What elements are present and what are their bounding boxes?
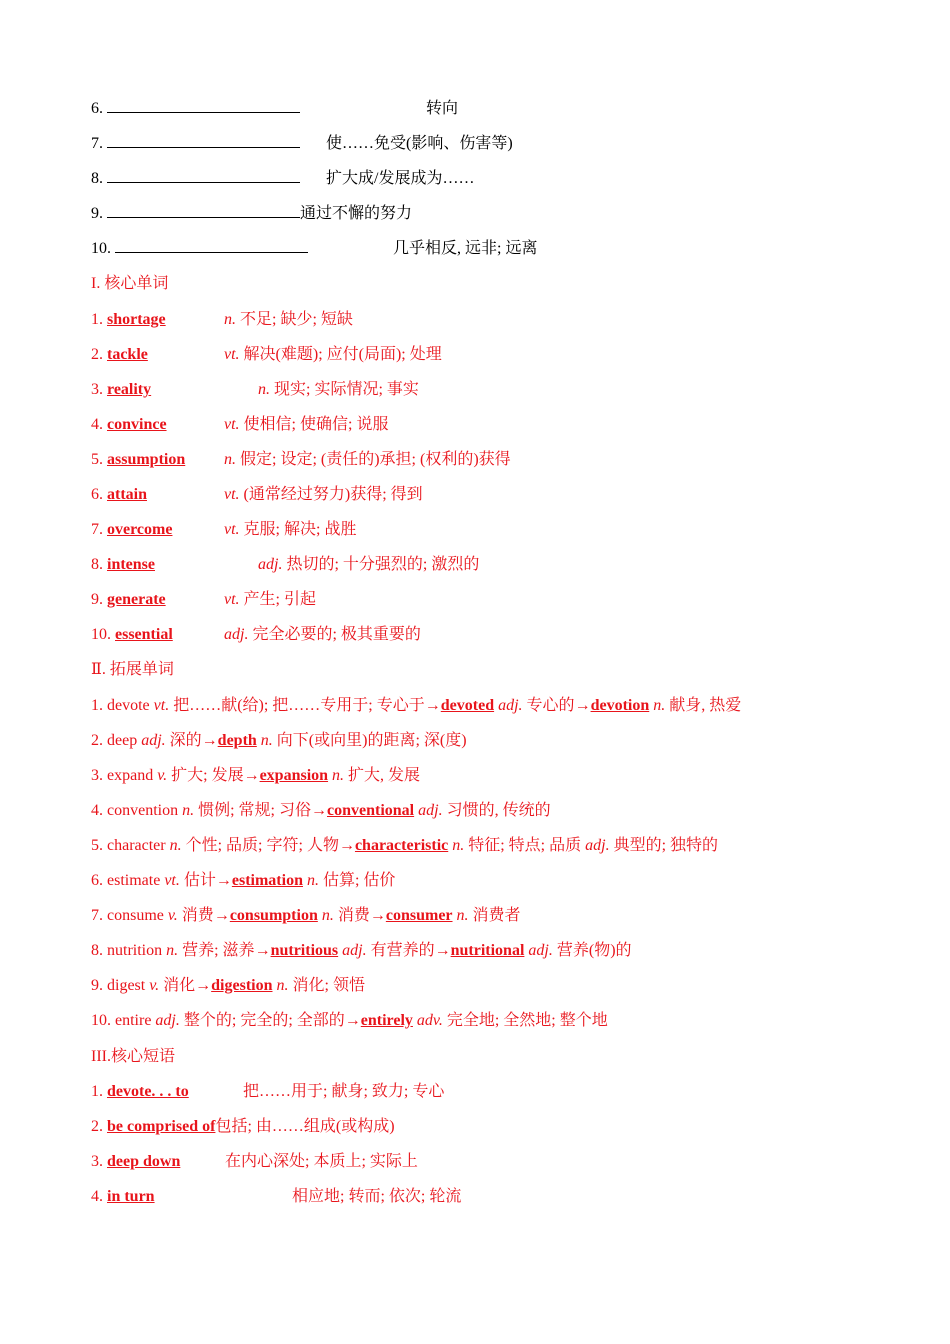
word-meaning: 消费 bbox=[333, 907, 370, 924]
item-number: 1. bbox=[91, 1083, 103, 1100]
answer-word: reality bbox=[107, 381, 152, 398]
word-meaning: 把……献(给); 把……专用于; 专心于 bbox=[169, 697, 425, 714]
answer-word: consumption bbox=[229, 907, 318, 924]
section-heading-core-words: I. 核心单词 bbox=[91, 275, 169, 292]
base-word: convention bbox=[107, 802, 179, 819]
part-of-speech: v. bbox=[149, 977, 160, 994]
phrase-meaning: 在内心深处; 本质上; 实际上 bbox=[225, 1153, 418, 1170]
arrow-icon: → bbox=[311, 802, 327, 819]
answer-phrase: deep down bbox=[107, 1153, 181, 1170]
extended-word-item bbox=[91, 834, 718, 858]
item-number: 3. bbox=[91, 767, 103, 784]
phrase-meaning: 把……用于; 献身; 致力; 专心 bbox=[243, 1083, 445, 1100]
part-of-speech: n. bbox=[332, 767, 345, 784]
answer-word: assumption bbox=[107, 451, 186, 468]
answer-phrase: be comprised of bbox=[107, 1118, 216, 1135]
word-meaning: 热切的; 十分强烈的; 激烈的 bbox=[282, 556, 480, 573]
answer-word: conventional bbox=[327, 802, 415, 819]
extended-word-item bbox=[91, 764, 420, 788]
item-number: 10. bbox=[91, 240, 111, 257]
answer-word: depth bbox=[217, 732, 257, 749]
word-meaning: 假定; 设定; (责任的)承担; (权利的)获得 bbox=[236, 451, 511, 468]
item-number: 9. bbox=[91, 977, 103, 994]
core-word-item bbox=[91, 343, 442, 367]
answer-blank[interactable] bbox=[107, 167, 300, 183]
base-word: nutrition bbox=[107, 942, 163, 959]
part-of-speech: adj. bbox=[224, 626, 249, 643]
item-number: 3. bbox=[91, 381, 103, 398]
section-heading-core-phrases: III.核心短语 bbox=[91, 1048, 175, 1065]
word-meaning: 消化 bbox=[159, 977, 196, 994]
item-meaning: 转向 bbox=[426, 100, 459, 117]
item-meaning: 通过不懈的努力 bbox=[300, 205, 413, 222]
item-number: 9. bbox=[91, 205, 103, 222]
part-of-speech: n. bbox=[456, 907, 469, 924]
item-number: 6. bbox=[91, 486, 103, 503]
part-of-speech: adj. bbox=[498, 697, 523, 714]
answer-blank[interactable] bbox=[115, 237, 308, 253]
answer-blank[interactable] bbox=[107, 97, 300, 113]
extended-word-item bbox=[91, 799, 551, 823]
answer-word: estimation bbox=[231, 872, 303, 889]
arrow-icon: → bbox=[338, 837, 355, 854]
item-meaning: 扩大成/发展成为…… bbox=[326, 170, 475, 187]
word-meaning: 现实; 实际情况; 事实 bbox=[270, 381, 419, 398]
word-meaning: 克服; 解决; 战胜 bbox=[239, 521, 357, 538]
arrow-icon: → bbox=[254, 942, 271, 959]
base-word: expand bbox=[107, 767, 154, 784]
item-number: 8. bbox=[91, 942, 103, 959]
word-meaning: 个性; 品质; 字符; 人物 bbox=[181, 837, 339, 854]
part-of-speech: adj. bbox=[155, 1012, 180, 1029]
word-meaning: 解决(难题); 应付(局面); 处理 bbox=[239, 346, 442, 363]
item-number: 9. bbox=[91, 591, 103, 608]
answer-word: intense bbox=[107, 556, 155, 573]
item-number: 2. bbox=[91, 346, 103, 363]
part-of-speech: v. bbox=[157, 767, 168, 784]
core-phrase-item bbox=[91, 1185, 462, 1209]
word-meaning: 深的 bbox=[165, 732, 202, 749]
part-of-speech: vt. bbox=[153, 697, 170, 714]
item-number: 5. bbox=[91, 837, 103, 854]
answer-word: entirely bbox=[360, 1012, 413, 1029]
word-meaning: 产生; 引起 bbox=[239, 591, 316, 608]
word-meaning: 特征; 特点; 品质 bbox=[464, 837, 586, 854]
answer-blank[interactable] bbox=[107, 202, 300, 218]
word-meaning: 典型的; 独特的 bbox=[609, 837, 719, 854]
extended-word-item bbox=[91, 904, 521, 928]
part-of-speech: n. bbox=[166, 942, 179, 959]
part-of-speech: adj. bbox=[528, 942, 553, 959]
answer-word: devotion bbox=[590, 697, 650, 714]
item-number: 6. bbox=[91, 872, 103, 889]
core-word-item bbox=[91, 378, 419, 402]
part-of-speech: n. bbox=[653, 697, 666, 714]
item-number: 4. bbox=[91, 1188, 103, 1205]
core-word-item bbox=[91, 448, 511, 472]
word-meaning: 使相信; 使确信; 说服 bbox=[239, 416, 389, 433]
answer-word: digestion bbox=[211, 977, 273, 994]
item-number: 6. bbox=[91, 100, 103, 117]
part-of-speech: n. bbox=[169, 837, 182, 854]
answer-word: nutritious bbox=[270, 942, 339, 959]
core-word-item bbox=[91, 413, 389, 437]
part-of-speech: adj. bbox=[342, 942, 367, 959]
part-of-speech: vt. bbox=[164, 872, 180, 889]
arrow-icon: → bbox=[344, 1012, 361, 1029]
word-meaning: 有营养的 bbox=[366, 942, 435, 959]
base-word: deep bbox=[107, 732, 138, 749]
item-number: 4. bbox=[91, 416, 103, 433]
word-meaning: 估算; 估价 bbox=[318, 872, 396, 889]
base-word: entire bbox=[115, 1012, 152, 1029]
word-meaning: 估计 bbox=[179, 872, 216, 889]
answer-blank[interactable] bbox=[107, 132, 300, 148]
part-of-speech: vt. bbox=[224, 591, 240, 608]
answer-word: convince bbox=[107, 416, 167, 433]
core-phrase-item bbox=[91, 1080, 445, 1104]
answer-word: overcome bbox=[107, 521, 173, 538]
part-of-speech: vt. bbox=[224, 346, 240, 363]
part-of-speech: n. bbox=[276, 977, 289, 994]
part-of-speech: n. bbox=[224, 311, 236, 328]
section-heading-extended-words: Ⅱ. 拓展单词 bbox=[91, 661, 174, 678]
base-word: estimate bbox=[107, 872, 161, 889]
word-meaning: 扩大, 发展 bbox=[344, 767, 421, 784]
core-word-item bbox=[91, 483, 423, 507]
extended-word-item bbox=[91, 1009, 608, 1033]
part-of-speech: n. bbox=[260, 732, 273, 749]
arrow-icon: → bbox=[213, 907, 230, 924]
extended-word-item bbox=[91, 939, 632, 963]
item-number: 1. bbox=[91, 311, 103, 328]
word-meaning: 消费 bbox=[177, 907, 214, 924]
part-of-speech: v. bbox=[167, 907, 178, 924]
extended-word-item bbox=[91, 729, 467, 753]
answer-word: characteristic bbox=[354, 837, 449, 854]
word-meaning: 专心的 bbox=[522, 697, 575, 714]
word-meaning: 营养(物)的 bbox=[552, 942, 632, 959]
core-word-item bbox=[91, 553, 480, 577]
blank-item bbox=[91, 202, 412, 226]
extended-word-item bbox=[91, 694, 741, 718]
item-number: 7. bbox=[91, 521, 103, 538]
core-phrase-item bbox=[91, 1150, 418, 1174]
item-number: 5. bbox=[91, 451, 103, 468]
item-meaning: 使……免受(影响、伤害等) bbox=[326, 135, 513, 152]
part-of-speech: n. bbox=[306, 872, 319, 889]
arrow-icon: → bbox=[243, 767, 260, 784]
word-meaning: 整个的; 完全的; 全部的 bbox=[179, 1012, 345, 1029]
core-word-item bbox=[91, 623, 421, 647]
arrow-icon: → bbox=[434, 942, 451, 959]
base-word: character bbox=[107, 837, 166, 854]
item-number: 7. bbox=[91, 135, 103, 152]
arrow-icon: → bbox=[195, 977, 212, 994]
word-meaning: 消费者 bbox=[468, 907, 521, 924]
part-of-speech: n. bbox=[182, 802, 195, 819]
answer-word: generate bbox=[107, 591, 166, 608]
base-word: devote bbox=[107, 697, 150, 714]
word-meaning: 扩大; 发展 bbox=[167, 767, 244, 784]
part-of-speech: vt. bbox=[224, 416, 240, 433]
answer-word: tackle bbox=[107, 346, 148, 363]
item-number: 7. bbox=[91, 907, 103, 924]
arrow-icon: → bbox=[424, 697, 441, 714]
extended-word-item bbox=[91, 869, 395, 893]
phrase-meaning: 相应地; 转而; 依次; 轮流 bbox=[292, 1188, 462, 1205]
part-of-speech: n. bbox=[224, 451, 236, 468]
part-of-speech: n. bbox=[321, 907, 334, 924]
core-word-item bbox=[91, 518, 357, 542]
item-number: 4. bbox=[91, 802, 103, 819]
core-phrase-item bbox=[91, 1115, 395, 1139]
item-number: 1. bbox=[91, 697, 103, 714]
part-of-speech: n. bbox=[452, 837, 465, 854]
part-of-speech: adj. bbox=[585, 837, 610, 854]
item-number: 2. bbox=[91, 1118, 103, 1135]
item-number: 2. bbox=[91, 732, 103, 749]
blank-item bbox=[91, 97, 459, 121]
part-of-speech: adv. bbox=[416, 1012, 443, 1029]
answer-phrase: devote. . . to bbox=[107, 1083, 189, 1100]
word-meaning: 完全必要的; 极其重要的 bbox=[248, 626, 421, 643]
item-number: 8. bbox=[91, 170, 103, 187]
core-word-item bbox=[91, 308, 353, 332]
word-meaning: 献身, 热爱 bbox=[665, 697, 742, 714]
word-meaning: 习惯的, 传统的 bbox=[442, 802, 551, 819]
answer-word: nutritional bbox=[450, 942, 525, 959]
base-word: digest bbox=[107, 977, 146, 994]
word-meaning: (通常经过努力)获得; 得到 bbox=[239, 486, 423, 503]
item-number: 3. bbox=[91, 1153, 103, 1170]
answer-word: devoted bbox=[440, 697, 495, 714]
answer-phrase: in turn bbox=[107, 1188, 155, 1205]
answer-word: expansion bbox=[259, 767, 329, 784]
arrow-icon: → bbox=[369, 907, 386, 924]
part-of-speech: adj. bbox=[258, 556, 283, 573]
item-meaning: 几乎相反, 远非; 远离 bbox=[393, 240, 538, 257]
part-of-speech: adj. bbox=[418, 802, 443, 819]
phrase-meaning: 包括; 由……组成(或构成) bbox=[215, 1118, 395, 1135]
answer-word: consumer bbox=[385, 907, 453, 924]
answer-word: shortage bbox=[107, 311, 166, 328]
part-of-speech: n. bbox=[258, 381, 270, 398]
part-of-speech: vt. bbox=[224, 486, 240, 503]
blank-item bbox=[91, 167, 475, 191]
part-of-speech: adj. bbox=[141, 732, 166, 749]
answer-word: essential bbox=[115, 626, 173, 643]
blank-item bbox=[91, 132, 513, 156]
item-number: 8. bbox=[91, 556, 103, 573]
word-meaning: 消化; 领悟 bbox=[288, 977, 365, 994]
base-word: consume bbox=[107, 907, 164, 924]
word-meaning: 不足; 缺少; 短缺 bbox=[236, 311, 353, 328]
core-word-item bbox=[91, 588, 316, 612]
extended-word-item bbox=[91, 974, 365, 998]
word-meaning: 向下(或向里)的距离; 深(度) bbox=[272, 732, 467, 749]
word-meaning: 营养; 滋养 bbox=[178, 942, 255, 959]
item-number: 10. bbox=[91, 1012, 111, 1029]
answer-word: attain bbox=[107, 486, 147, 503]
blank-item bbox=[91, 237, 538, 261]
arrow-icon: → bbox=[215, 872, 232, 889]
word-meaning: 惯例; 常规; 习俗 bbox=[194, 802, 311, 819]
arrow-icon: → bbox=[201, 732, 218, 749]
part-of-speech: vt. bbox=[224, 521, 240, 538]
item-number: 10. bbox=[91, 626, 111, 643]
arrow-icon: → bbox=[574, 697, 591, 714]
word-meaning: 完全地; 全然地; 整个地 bbox=[442, 1012, 608, 1029]
